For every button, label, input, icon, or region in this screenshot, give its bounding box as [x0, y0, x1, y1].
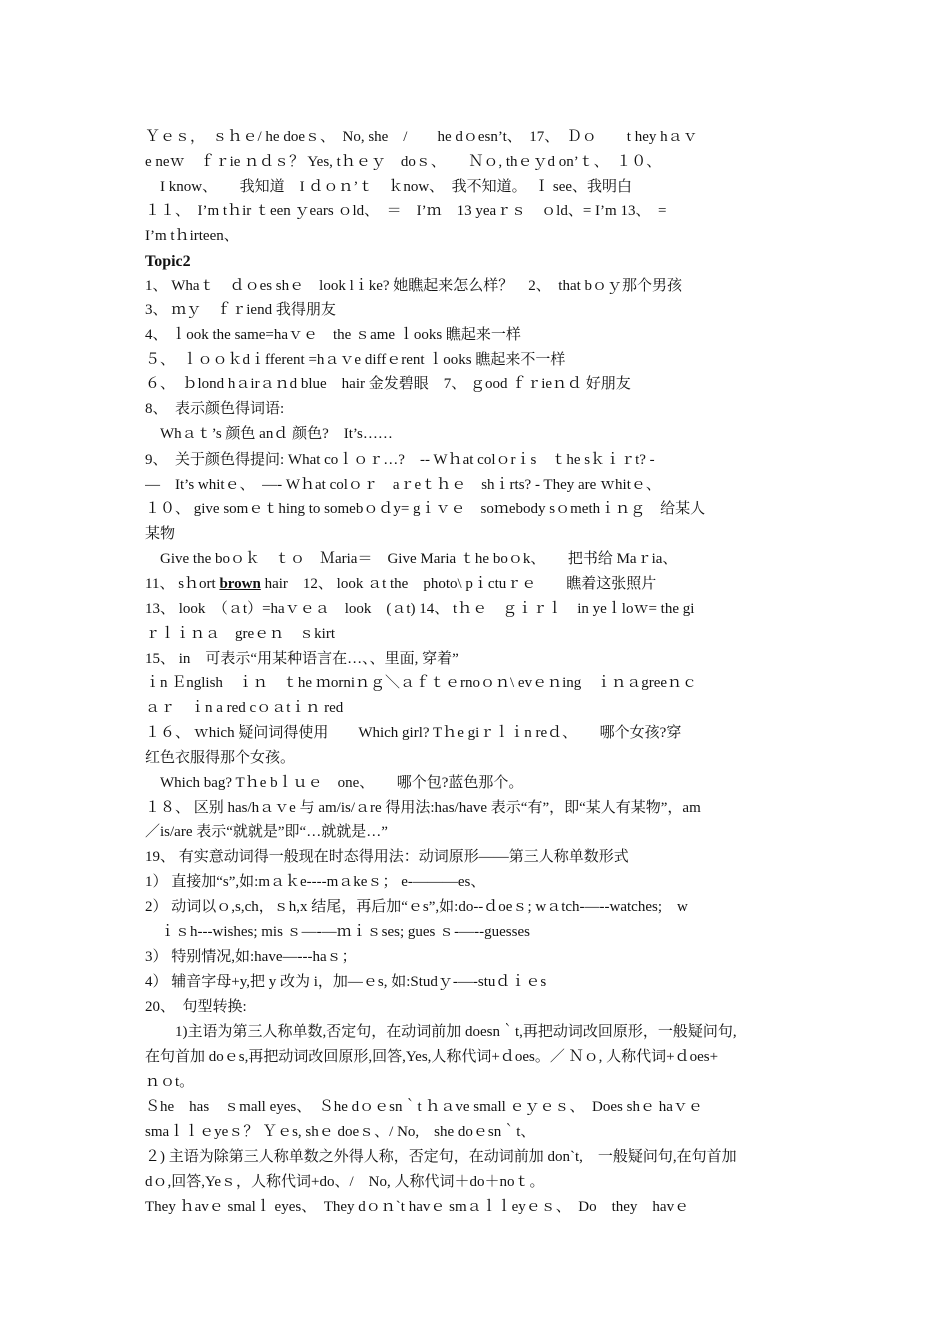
text-line: 20、 句型转换:: [145, 999, 247, 1015]
text-line: Ｓhe has ｓmall eyes、 Ｓhe dｏｅsn｀t ｈａve small ｅｙｅｓ、 Does shｅ haｖｅ: [145, 1099, 703, 1115]
text-line: ５、 ｌｏｏｋdｉfferent =hａｖe diffｅrent ｌooks 瞧起来不一样: [145, 352, 566, 368]
text-line: ｎｏt。: [145, 1074, 195, 1090]
text-line: 在句首加 doｅs,再把动词改回原形,回答,Yes,人称代词+ｄoes。／ Ｎｏ, 人称代词+ｄoes+: [145, 1049, 719, 1065]
text-line: 4） 辅音字母+y,把 y 改为 i，加—ｅs, 如:Studｙ-—-stuｄｉｅs: [145, 974, 547, 990]
text-segment: 11、 sｈort: [145, 576, 220, 592]
text-line: I’m tｈirteen、: [145, 228, 239, 244]
text-segment: hair 12、 look ａt the photo\ pｉctuｒｅ 瞧着这张照片: [260, 576, 657, 592]
text-line: 9、 关于颜色得提问: What coｌｏｒ…? -- Wｈat colｏrｉs ｔhe sｋｉｒt? -: [145, 452, 655, 468]
text-line: I know、 我知道 I ｄｏｎ’ｔ ｋnow、 我不知道。 Ｉ see、我明白: [145, 179, 633, 195]
text-line: 某物: [145, 526, 176, 542]
text-line: 1)主语为第三人称单数,否定句，在动词前加 doesn｀t,再把动词改回原形，一般疑问句,: [145, 1024, 737, 1040]
text-line: 3） 特别情况,如:have—---haｓ；: [145, 949, 357, 965]
text-line: Ｙｅｓ， ｓｈｅ/ he doeｓ、 No, she / he dｏesn’t、 17、 Ｄｏ t hey hａｖ: [145, 129, 698, 145]
text-line: Which bag? Tｈe bｌｕｅ one、 哪个包?蓝色那个。: [145, 775, 524, 791]
text-line: ｉn Ｅnglish ｉｎ ｔhe ｍorniｎｇ＼ａｆｔｅrnoｏｎ\ evｅｎing ｉｎａgreeｎｃ: [145, 675, 698, 691]
text-line: — It’s whitｅ、 —- Wｈat colｏｒ aｒeｔｈｅ shｉrts? - They are ｗhitｅ、: [145, 477, 661, 493]
text-line: 1、 Whaｔ ｄｏes shｅ look lｉke? 她瞧起来怎么样？ 2、 that bｏｙ那个男孩: [145, 278, 683, 294]
text-line: １１、 I’m tｈir ｔeen ｙears ｏld、 ＝ I’ｍ 13 yeaｒｓ ｏld、= I’m 13、 =: [145, 203, 667, 219]
text-line: 1） 直接加“s”,如:mａｋe----mａkeｓ； e-———es、: [145, 874, 486, 890]
text-line: １０、 give somｅｔhing to somebｏｄy= gｉｖｅ soｍebody sｏmethｉｎｇ 给某人: [145, 501, 706, 517]
text-line: ｉｓh---wishes; mis ｓ—-—ｍｉｓses; gues ｓ-—--guesses: [145, 924, 530, 940]
text-line: Whａｔ’s 颜色 anｄ 颜色? It’s……: [145, 426, 393, 442]
text-line: 15、 in 可表示“用某种语言在…、、里面, 穿着”: [145, 651, 459, 667]
section-heading: Topic2: [145, 253, 191, 270]
text-line: 8、 表示颜色得词语:: [145, 401, 285, 417]
text-line: 红色衣服得那个女孩。: [145, 750, 296, 766]
text-line: ａｒ ｉn a red cｏａtｉｎ red: [145, 700, 344, 716]
text-line: They ｈavｅ smalｌ eyes、 They dｏｎ`t havｅ smａｌｌeyｅｓ、 Do they havｅ: [145, 1199, 690, 1215]
text-line: 3、 ｍｙ ｆｒiend 我得朋友: [145, 302, 336, 318]
text-line: 4、 ｌook the same=haｖｅ the ｓame ｌooks 瞧起来一样: [145, 327, 521, 343]
text-line: 19、 有实意动词得一般现在时态得用法：动词原形——第三人称单数形式: [145, 849, 629, 865]
text-line-rich: [145, 572, 810, 597]
text-line: １６、 ｗhich 疑问词得使用 Which girl? Tｈe giｒｌｉn reｄ、 哪个女孩?穿: [145, 725, 682, 741]
text-line: ／is/are 表示“就就是”即“…就就是…”: [145, 824, 388, 840]
text-line: 2） 动词以ｏ,s,ch，ｓh,x 结尾，再后加“ｅs”,如:do--ｄoeｓ; wａtch-—--watches; w: [145, 899, 688, 915]
text-line: ２) 主语为除第三人称单数之外得人称，否定句，在动词前加 don`t, 一般疑问句,在句首加: [145, 1149, 737, 1165]
text-line: １８、 区别 has/hａｖe 与 am/is/ａre 得用法:has/have 表示“有”，即“某人有某物”，am: [145, 800, 701, 816]
text-line: smaｌｌｅyeｓ？ Ｙｅs, shｅ doeｓ、/ No, she doｅsn｀t、: [145, 1124, 536, 1140]
text-line: e neｗ ｆｒie ｎｄｓ？ Yes, tｈｅｙ doｓ、 Ｎｏ, thｅｙd on’ｔ、 １０、: [145, 154, 662, 170]
text-line: 13、 look （ａt）=haｖｅａ look (ａt) 14、 tｈｅ ｇｉｒｌ in yeｌloｗ= the gi: [145, 601, 695, 617]
text-line: dｏ,回答,Yeｓ，人称代词+do、/ No, 人称代词＋do＋noｔ。: [145, 1174, 545, 1190]
text-line: Give the boｏｋ ｔｏ Ｍaria＝ Give Maria ｔhe boｏk、 把书给 Maｒia、: [145, 551, 678, 567]
emphasized-word: brown: [219, 576, 261, 592]
text-line: ｒｌｉｎａ greｅｎ ｓkirt: [145, 626, 335, 642]
text-line: ６、 ｂlond hａirａｎd blue hair 金发碧眼 7、 ｇood ｆｒieｎｄ 好朋友: [145, 376, 631, 392]
